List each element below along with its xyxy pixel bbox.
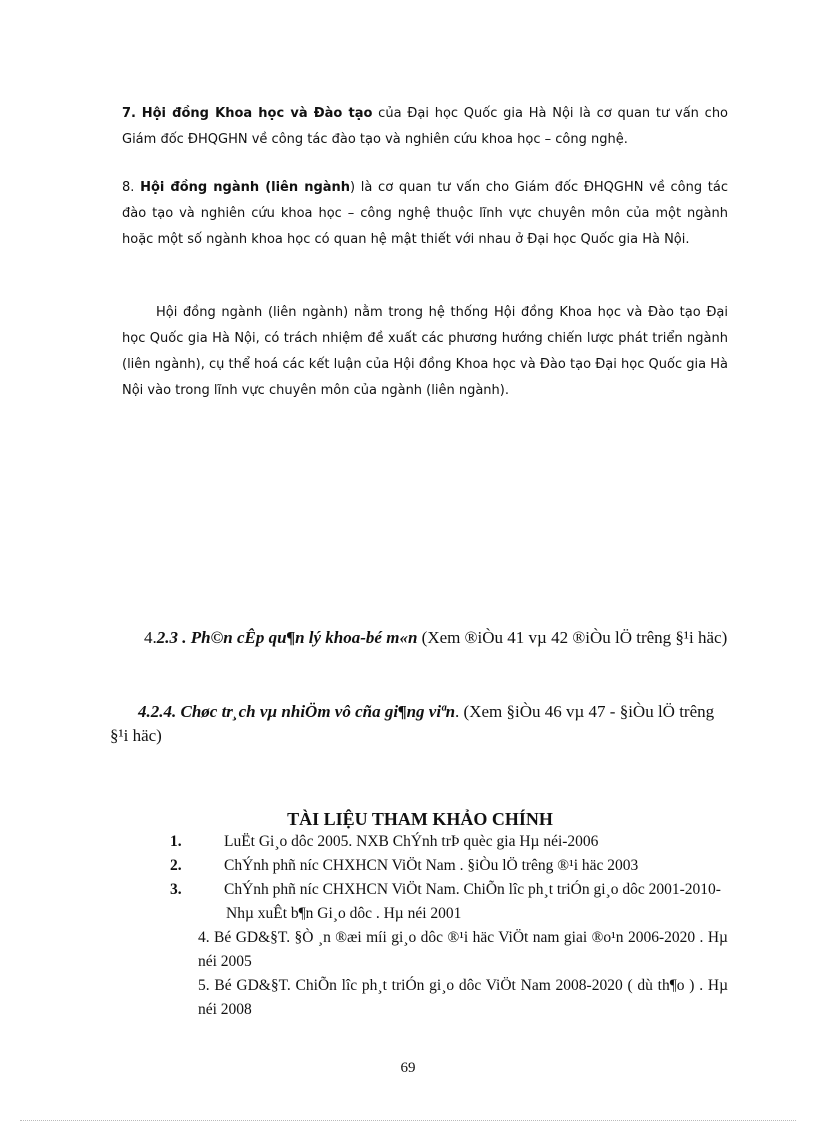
section-4-2-3	[110, 626, 728, 650]
reference-item: 4. Bé GD&§T. §Ò ¸n ®æi míi gi¸o dôc ®¹i häc ViÖt nam giai ®o¹n 2006-2020 . Hµ néi 2005	[198, 929, 728, 970]
section-4-2-4-text: . (Xem §iÒu 46 vµ 47 - §iÒu lÖ trêng §¹i häc)	[110, 702, 715, 745]
paragraph-8-number: 8.	[122, 180, 135, 195]
page-number: 69	[400, 1060, 416, 1076]
reference-text: ChÝnh phñ níc CHXHCN ViÖt Nam . §iÒu lÖ trêng ®¹i häc 2003	[224, 857, 639, 874]
reference-text: ChÝnh phñ níc CHXHCN ViÖt Nam. ChiÕn lîc ph¸t triÓn gi¸o dôc 2001-2010- Nhµ xuÊt b¶n Gi¸o dôc . Hµ néi 2001	[224, 881, 721, 922]
section-4-2-4	[110, 700, 728, 748]
paragraph-8	[122, 175, 728, 253]
reference-number: 1.	[170, 833, 182, 850]
reference-item	[170, 878, 728, 926]
reference-item	[170, 830, 728, 854]
paragraph-9: Hội đồng ngành (liên ngành) nằm trong hệ thống Hội đồng Khoa học và Đào tạo Đại học Quốc gia Hà Nội, có trách nhiệm đề xuất các phương hướng chiến lược phát triển ngành (liên ngành), cụ thể hoá các kết luận của Hội đồng Khoa học và Đào tạo Đại học Quốc gia Hà Nội vào trong lĩnh vực chuyên môn của ngành (liên ngành).	[122, 305, 728, 398]
section-4-2-4-heading: 4.2.4. Chøc tr¸ch vµ nhiÖm vô cña gi¶ng viªn	[138, 702, 456, 721]
reference-text: LuËt Gi¸o dôc 2005. NXB ChÝnh trÞ quèc gia Hµ néi-2006	[224, 833, 599, 850]
reference-item: 5. Bé GD&§T. ChiÕn lîc ph¸t triÓn gi¸o dôc ViÖt Nam 2008-2020 ( dù th¶o ) . Hµ néi 2008	[198, 977, 728, 1018]
section-4-2-3-text: (Xem ®iÒu 41 vµ 42 ®iÒu lÖ trêng §¹i häc)	[417, 628, 728, 647]
section-4-2-3-number: 4.	[144, 628, 157, 647]
reference-item	[170, 854, 728, 878]
paragraph-8-heading: Hội đồng ngành (liên ngành	[140, 180, 351, 195]
paragraph-7-number: 7.	[122, 106, 136, 121]
paragraph-8-text: ) là cơ quan tư vấn cho Giám đốc ĐHQGHN về công tác đào tạo và nghiên cứu khoa học – công nghệ thuộc lĩnh vực chuyên môn của một ngành hoặc một số ngành khoa học có quan hệ mật thiết với nhau ở Đại học Quốc gia Hà Nội.	[122, 180, 728, 247]
paragraph-7-heading: Hội đồng Khoa học và Đào tạo	[141, 106, 373, 121]
reference-number: 3.	[170, 881, 182, 898]
footer-divider	[20, 1120, 796, 1121]
references-title: TÀI LIỆU THAM KHẢO CHÍNH	[287, 809, 553, 829]
paragraph-7-text: của Đại học Quốc gia Hà Nội là cơ quan tư vấn cho Giám đốc ĐHQGHN về công tác đào tạo và nghiên cứu khoa học – công nghệ.	[122, 106, 729, 147]
paragraph-7	[122, 101, 728, 153]
section-4-2-3-heading: 2.3 . Ph©n cÊp qu¶n lý khoa-bé m«n	[156, 628, 418, 647]
references-list	[170, 830, 728, 1022]
reference-number: 2.	[170, 857, 182, 874]
